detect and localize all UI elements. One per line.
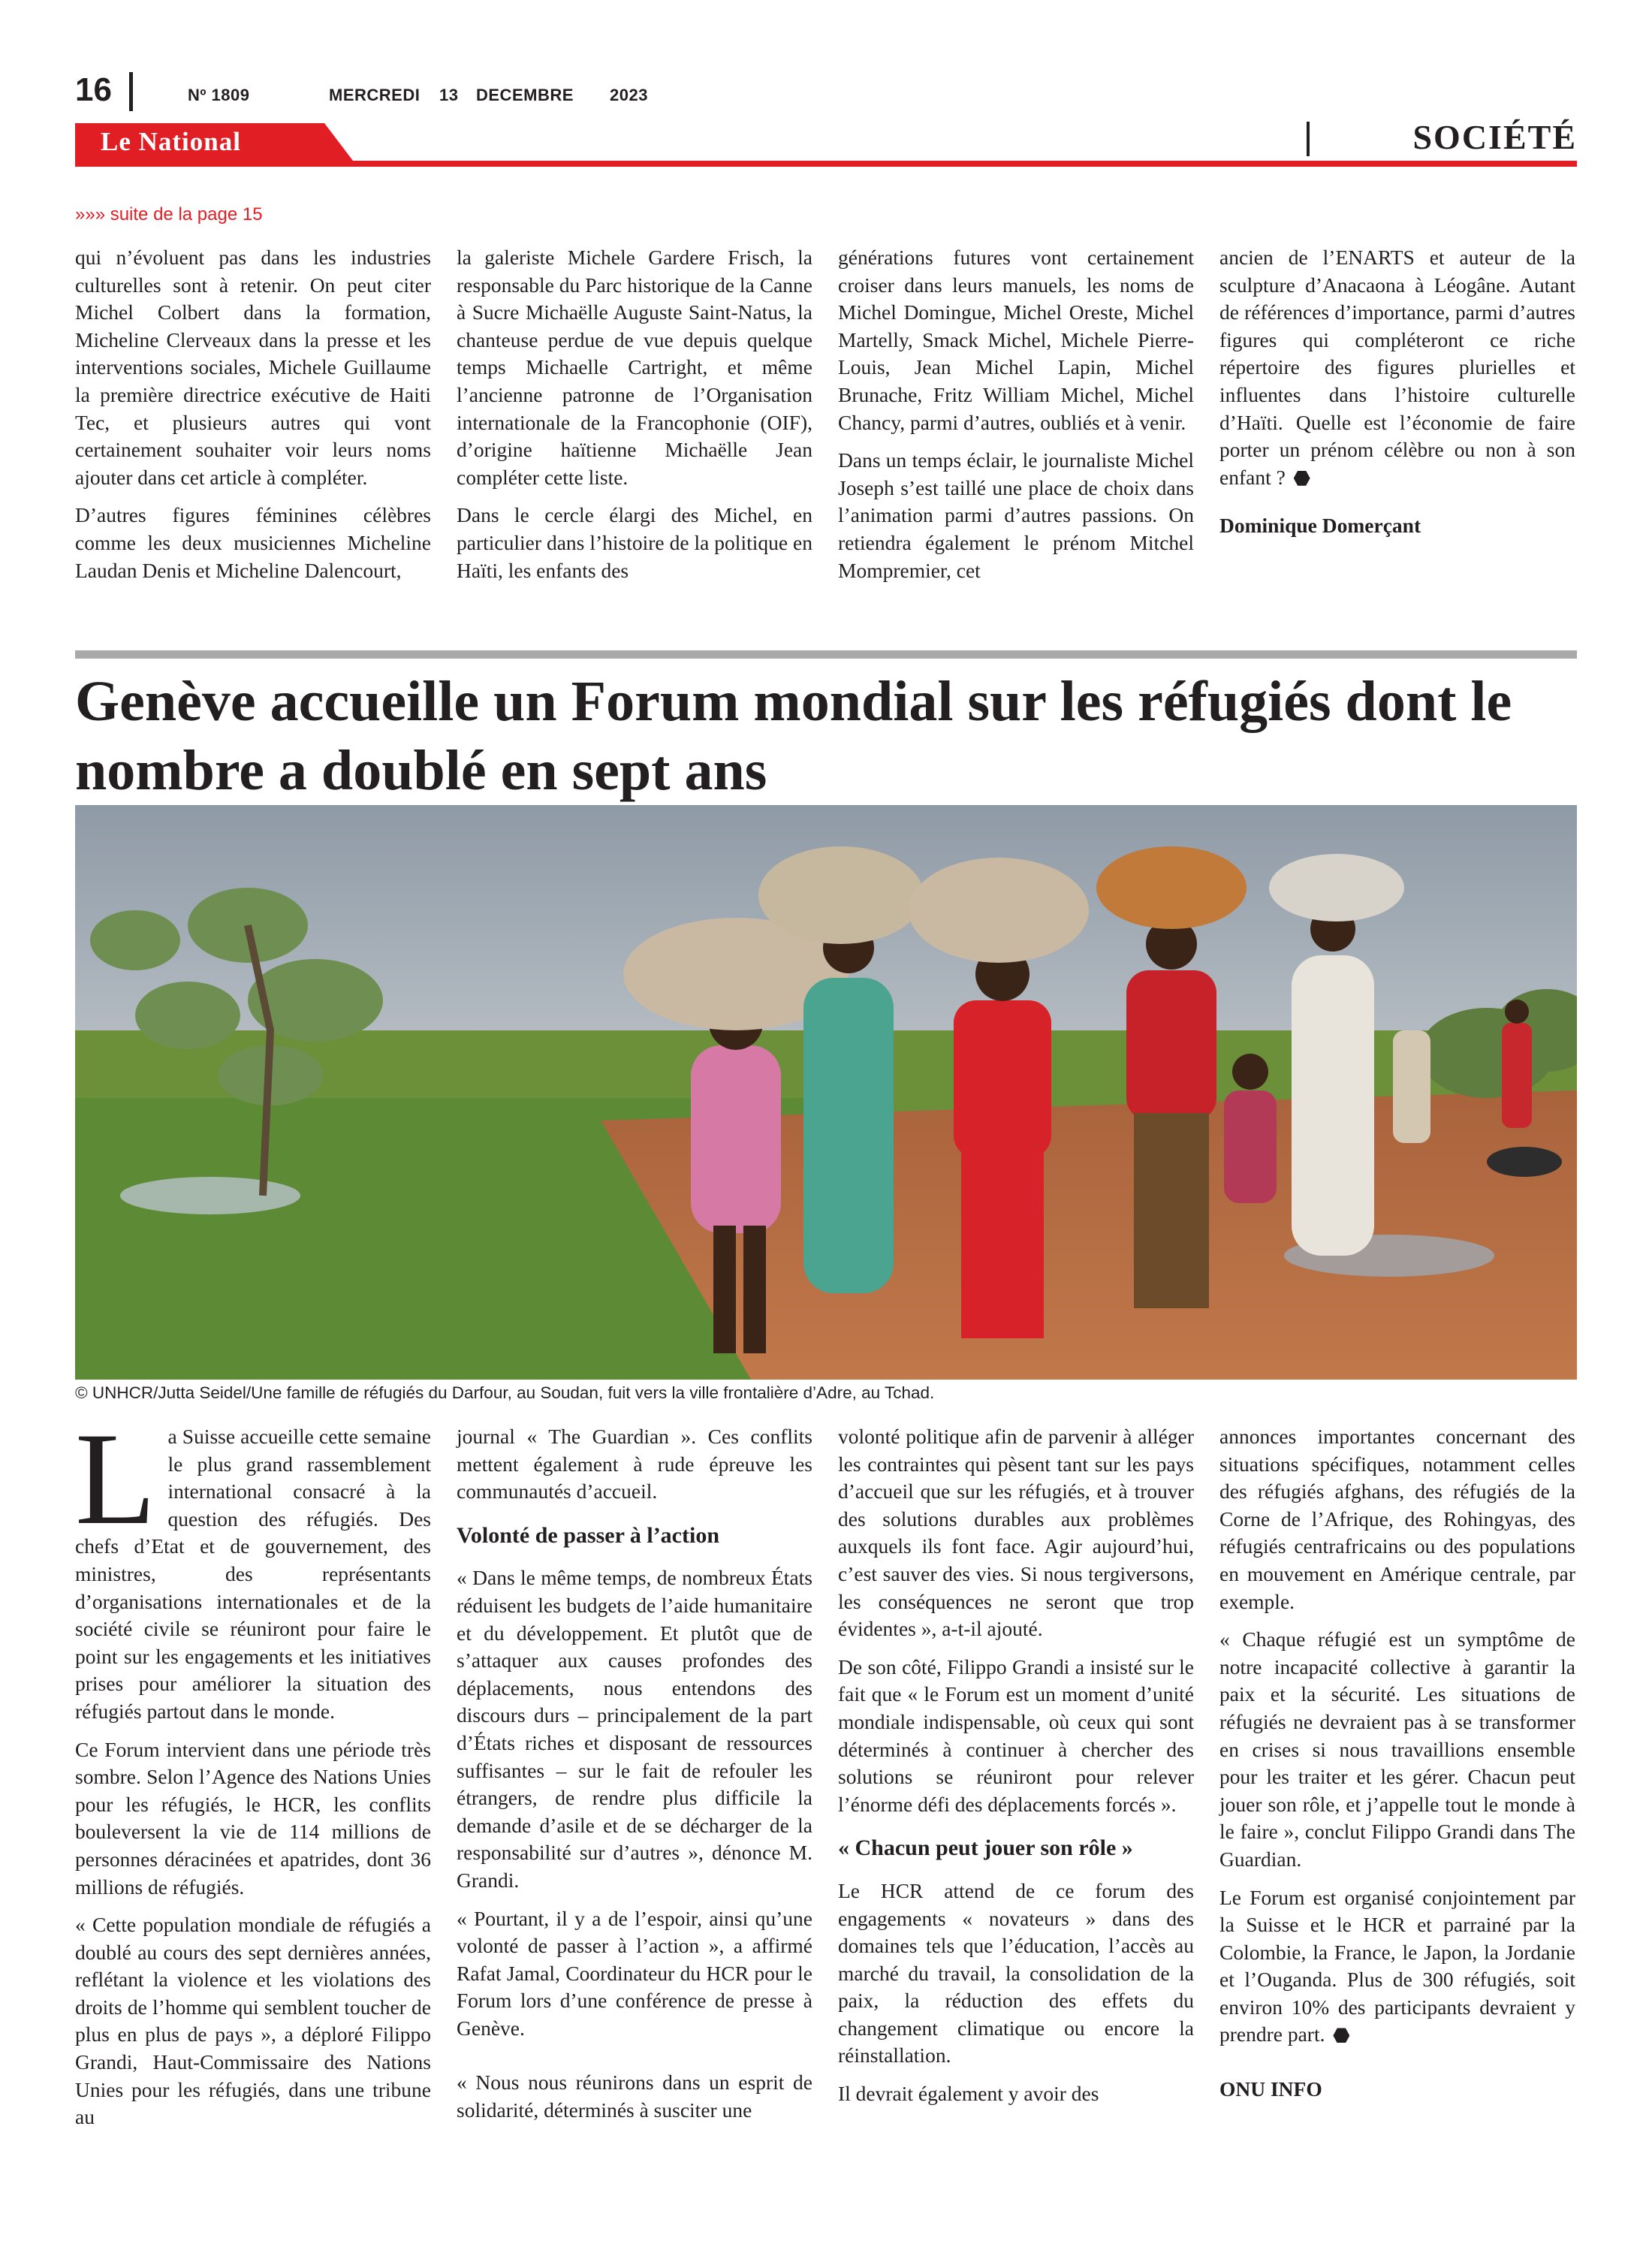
- paragraph: annonces importantes concernant des situations spécifiques, notamment celles des réfugiés afghans, des réfugiés de la Corne de l’Afrique, des Rohingyas, des réfugiés centrafricains ou des populations en mouvement en Amérique centrale, par exemple.: [1219, 1425, 1575, 1613]
- subheading: Volonté de passer à l’action: [457, 1522, 720, 1548]
- header-rule: [75, 161, 1577, 167]
- page-header: [75, 69, 1577, 182]
- headline: Genève accueille un Forum mondial sur les réfugiés dont le nombre a doublé en sept ans: [75, 670, 1512, 802]
- date-year: 2023: [610, 86, 648, 104]
- paragraph-text: Le Forum est organisé conjointement par la Suisse et le HCR et parrainé par la Colombie, la France, le Japon, la Jordanie et l’Ouganda. Plus de 300 réfugiés, soit environ 10% des participants devraient y prendre part.: [1219, 1885, 1575, 2046]
- header-divider: [129, 72, 133, 111]
- newspaper-logo: Le National: [75, 123, 315, 161]
- paragraph: « Cette population mondiale de réfugiés a doublé au cours des sept dernières années, reflétant la violence et les violations des droits de l’homme qui semblent toucher de plus en plus de pays », a déploré Filippo Grandi, Haut-Commissaire des Nations Unies pour les réfugiés, dans une tribune au: [75, 1913, 431, 2129]
- issue-number: Nº 1809: [188, 86, 250, 104]
- paragraph: « Pourtant, il y a de l’espoir, ainsi qu’une volonté de passer à l’action », a affirmé Rafat Jamal, Coordinateur du HCR pour le Forum lors d’une conférence de presse à Genève.: [457, 1906, 812, 2040]
- refugee-family-photo: [75, 805, 1577, 1380]
- paragraph: Dans le cercle élargi des Michel, en particulier dans l’histoire de la politique en Haïti, les enfants des: [457, 503, 812, 582]
- end-mark-icon: [1333, 2028, 1349, 2043]
- prev-article-col-1: [75, 244, 431, 584]
- drop-cap: L: [75, 1406, 156, 1552]
- paragraph: qui n’évoluent pas dans les industries culturelles sont à retenir. On peut citer Michel Colbert dans la formation, Micheline Clerveaux dans la presse et les interventions sociales, Michele Guillaume la première directrice exécutive de Haiti Tec, et plusieurs autres qui vont certainement souhaiter voir leurs noms ajouter dans cet article à compléter.: [75, 246, 431, 489]
- paragraph: journal « The Guardian ». Ces conflits mettent également à rude épreuve les communautés d’accueil.: [457, 1425, 812, 1504]
- article-col-1: [75, 1406, 431, 2131]
- prev-article-col-3: [838, 244, 1194, 584]
- paragraph: « Dans le même temps, de nombreux États réduisent les budgets de l’aide humanitaire et du développement. Et plutôt que de s’attaquer aux causes profondes des déplacements, nous entendons des discours durs – principalement de la part d’États riches et disposant de ressources suffisantes – sur le fait de refouler les étrangers, de rendre plus difficile la demande d’asile et de se décharger de la responsabilité sur d’autres », dénonce M. Grandi.: [457, 1566, 812, 1892]
- paragraph: Ce Forum intervient dans une période très sombre. Selon l’Agence des Nations Unies pour les réfugiés, le HCR, les conflits bouleversent la vie de 114 millions de personnes déracinées et apatrides, dont 36 millions de réfugiés.: [75, 1737, 431, 1899]
- signature: Dominique Domerçant: [1219, 514, 1421, 538]
- prev-article-col-4: [1219, 244, 1575, 550]
- prev-article-col-2: [457, 244, 812, 584]
- paragraph: D’autres figures féminines célèbres comme les deux musiciennes Micheline Laudan Denis et Micheline Dalencourt,: [75, 503, 431, 582]
- paragraph: [1219, 1884, 1575, 2049]
- paragraph: générations futures vont certainement croiser dans leurs manuels, les noms de Michel Domingue, Michel Oreste, Michel Martelly, Smack Michel, Michele Pierre-Louis, Jean Michel Lapin, Michel Brunache, Fritz William Michel, Michel Chancy, parmi d’autres, oubliés et à venir.: [838, 246, 1194, 434]
- paragraph: Il devrait également y avoir des: [838, 2082, 1099, 2106]
- section-divider: [1307, 122, 1310, 156]
- lead-paragraph: [75, 1406, 431, 1726]
- paragraph: Le HCR attend de ce forum des engagements « novateurs » dans des domaines tels que l’éducation, l’accès au marché du travail, la consolidation de la paix, la réduction des effets du changement climatique ou encore la réinstallation.: [838, 1878, 1194, 2068]
- subheading: « Chacun peut jouer son rôle »: [838, 1835, 1133, 1861]
- article-col-4: [1219, 1423, 1575, 2114]
- logo-tab-edge: [314, 123, 353, 162]
- photo-caption: © UNHCR/Jutta Seidel/Une famille de réfugiés du Darfour, au Soudan, fuit vers la ville frontalière d’Adre, au Tchad.: [75, 1383, 935, 1402]
- section-title: SOCIÉTÉ: [1412, 118, 1577, 156]
- article-col-2: [457, 1423, 812, 2125]
- paragraph-text: ancien de l’ENARTS et auteur de la sculpture d’Anacaona à Léogâne. Autant de références d’importance, parmi d’autres figures qui compléteront ce riche répertoire des figures plurielles et influentes dans l’histoire culturelle d’Haïti. Quelle est l’économie de faire porter un prénom célèbre ou non à son enfant ?: [1219, 246, 1575, 489]
- paragraph: volonté politique afin de parvenir à alléger les contraintes qui pèsent tant sur les pays d’accueil que sur les réfugiés, et à trouver des solutions durables aux problèmes auxquels ils font face. Agir aujourd’hui, c’est sauver des vies. Si nous tergiversons, les conséquences ne seront que trop évidentes », a-t-il ajouté.: [838, 1425, 1194, 1641]
- paragraph: « Nous nous réunirons dans un esprit de solidarité, déterminés à susciter une: [457, 2071, 812, 2122]
- article-col-3: [838, 1423, 1194, 2108]
- photo-illustration: [75, 805, 1577, 1380]
- continued-from: »»» suite de la page 15: [75, 204, 263, 225]
- date-day: MERCREDI: [329, 86, 421, 104]
- page-number: 16: [75, 71, 112, 108]
- end-mark-icon: [1294, 471, 1310, 486]
- date-month: DECEMBRE: [476, 86, 574, 104]
- article-separator: [75, 650, 1577, 659]
- paragraph: De son côté, Filippo Grandi a insisté sur le fait que « le Forum est un moment d’unité mondiale indispensable, où ceux qui sont déterminés à continuer à chercher des solutions se réuniront pour relever l’énorme défi des déplacements forcés ».: [838, 1654, 1194, 1816]
- paragraph: Dans un temps éclair, le journaliste Michel Joseph s’est taillé une place de choix dans l’animation parmi d’autres passions. On retiendra également le prénom Mitchel Mompremier, cet: [838, 448, 1194, 582]
- paragraph: [1219, 244, 1575, 491]
- lead-text: a Suisse accueille cette semaine le plus grand rassemblement international consacré à la question des réfugiés. Des chefs d’Etat et de gouvernement, des ministres, des représentants d’organisations internationales et de la société civile se réuniront pour faire le point sur les engagements et les initiatives prises pour améliorer la situation des réfugiés partout dans le monde.: [75, 1425, 431, 1723]
- paragraph: « Chaque réfugié est un symptôme de notre incapacité collective à garantir la paix et la sécurité. Les situations de réfugiés ne devraient pas à se transformer en crises si nous travaillions ensemble pour les traiter et les gérer. Chacun peut jouer son rôle, et j’appelle tout le monde à le faire », conclut Filippo Grandi dans The Guardian.: [1219, 1627, 1575, 1871]
- date-num: 13: [439, 86, 459, 104]
- paragraph: la galeriste Michele Gardere Frisch, la responsable du Parc historique de la Canne à Sucre Michaëlle Auguste Saint-Natus, la chanteuse perdue de vue depuis quelque temps Michaelle Cartright, et même l’ancienne patronne de l’Organisation internationale de la Francophonie (OIF), d’origine haïtienne Michaëlle Jean compléter cette liste.: [457, 246, 812, 489]
- byline: ONU INFO: [1219, 2077, 1322, 2101]
